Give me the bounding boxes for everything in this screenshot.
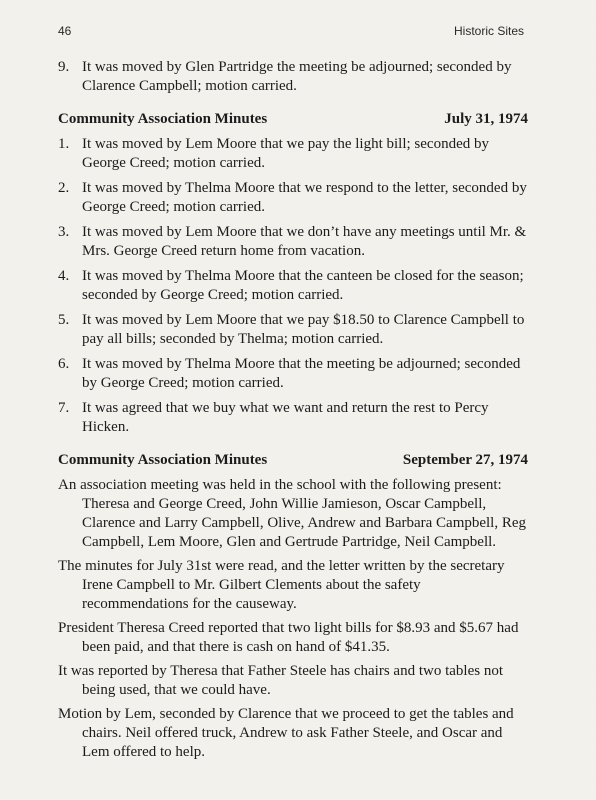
july-minutes-list — [58, 135, 528, 437]
item-text: It was moved by Thelma Moore that we respond to the letter, seconded by George Creed; motion carried. — [82, 180, 527, 215]
section-date: July 31, 1974 — [444, 111, 528, 127]
item-text: It was moved by Lem Moore that we pay the light bill; seconded by George Creed; motion carried. — [82, 136, 489, 171]
section-heading-september — [58, 451, 528, 470]
minutes-paragraph: President Theresa Creed reported that two light bills for $8.93 and $5.67 had been paid, and that there is cash on hand of $41.35. — [58, 620, 519, 655]
item-text: It was moved by Lem Moore that we don’t have any meetings until Mr. & Mrs. George Creed return home from vacation. — [82, 224, 527, 259]
item-text: It was agreed that we buy what we want and return the rest to Percy Hicken. — [82, 400, 489, 435]
list-item — [58, 399, 528, 437]
running-section-title: Historic Sites — [453, 24, 524, 38]
section-title: Community Association Minutes — [58, 111, 268, 127]
list-item — [58, 223, 528, 261]
item-number: 9. — [58, 59, 70, 75]
section-title: Community Association Minutes — [58, 452, 268, 468]
list-item — [58, 267, 528, 305]
item-text: It was moved by Lem Moore that we pay $18.50 to Clarence Campbell to pay all bills; seconded by Thelma; motion carried. — [82, 312, 525, 347]
list-item — [58, 355, 528, 393]
list-item — [58, 179, 528, 217]
september-minutes — [58, 476, 528, 762]
page-number: 46 — [58, 24, 72, 38]
item-number: 1. — [58, 136, 70, 152]
item-number: 7. — [58, 400, 70, 416]
section-date: September 27, 1974 — [402, 452, 528, 468]
minutes-paragraph: The minutes for July 31st were read, and the letter written by the secretary Irene Campbell to Mr. Gilbert Clements about the safety recommendations for the causeway. — [58, 558, 505, 612]
item-number: 6. — [58, 356, 70, 372]
minutes-paragraph: Motion by Lem, seconded by Clarence that we proceed to get the tables and chairs. Neil offered truck, Andrew to ask Father Steele, and Oscar and Lem offered to help. — [58, 706, 514, 760]
carried-over-list — [58, 58, 528, 96]
list-item — [58, 58, 528, 96]
item-text: It was moved by Glen Partridge the meeting be adjourned; seconded by Clarence Campbell; motion carried. — [82, 59, 512, 94]
item-number: 4. — [58, 268, 70, 284]
item-text: It was moved by Thelma Moore that the meeting be adjourned; seconded by George Creed; motion carried. — [82, 356, 521, 391]
minutes-paragraph: It was reported by Theresa that Father Steele has chairs and two tables not being used, that we could have. — [58, 663, 503, 698]
item-number: 3. — [58, 224, 70, 240]
item-text: It was moved by Thelma Moore that the canteen be closed for the season; seconded by George Creed; motion carried. — [82, 268, 524, 303]
list-item — [58, 135, 528, 173]
item-number: 2. — [58, 180, 70, 196]
page-content — [58, 58, 528, 767]
item-number: 5. — [58, 312, 70, 328]
list-item — [58, 311, 528, 349]
minutes-paragraph: An association meeting was held in the school with the following present: Theresa and George Creed, John Willie Jamieson, Oscar Campbell, Clarence and Larry Campbell, Olive, Andrew and Barbara Campbell, Reg Campbell, Lem Moore, Glen and Gertrude Partridge, Neil Campbell. — [58, 477, 527, 550]
section-heading-july — [58, 110, 528, 129]
